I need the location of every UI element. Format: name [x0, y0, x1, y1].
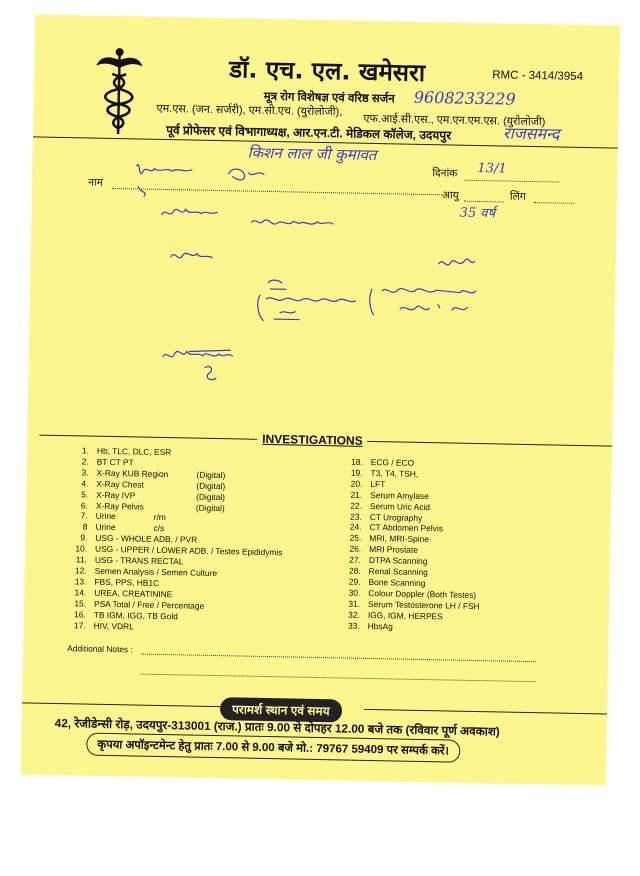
handwritten-age: 35 वर्ष [459, 205, 496, 222]
list-item: 18. ECG / ECO [351, 456, 415, 468]
doctor-degrees-1: एम.एस. (जन. सर्जरी), एम.सी.एच. (युरोलोजी), [156, 102, 343, 119]
list-item: 31. Serum Testosterone LH / FSH [348, 598, 480, 611]
list-item: 6. X-Ray Pelvis (Digital) [80, 499, 225, 513]
list-item: 12. Semen Analysis / Semen Culture [74, 565, 218, 579]
list-item: 29. Bone Scanning [348, 576, 426, 589]
prescription-sheet [21, 14, 620, 785]
age-label: आयु [441, 189, 459, 202]
list-item: 30. Colour Doppler (Both Testes) [348, 587, 477, 600]
appointment-info: कृपया अपॉइन्टमेन्ट हेतु प्रातः 7.00 से 9.00 बजे मो.: 79767 59409 पर सम्पर्क करें। [86, 733, 460, 763]
list-item: 27. DTPA Scanning [349, 554, 428, 567]
list-item: 8 Urine c/s [82, 521, 165, 534]
consult-label: परामर्श स्थान एवं समय [220, 697, 342, 722]
list-item: 21. Serum Amylase [350, 489, 429, 501]
list-item: 10. USG - UPPER / LOWER ADB. / Testes Epididymis [75, 543, 283, 558]
list-item: 16. TB IGM, IGG, TB Gold [74, 608, 179, 621]
list-item: 4. X-Ray Chest (Digital) [81, 478, 226, 491]
doctor-name: डॉ. एच. एल. खमेसरा [229, 55, 426, 87]
notes-line-2 [141, 674, 536, 683]
list-item: 23. CT Urography [350, 511, 423, 523]
list-item: 17. HIV, VDRL [73, 619, 134, 631]
clinic-address: 42, रेजीडेन्सी रोड़, उदयपुर-313001 (राज.) प्रातः 9.00 से दोपहर 12.00 बजे तक (रविवार पूर्ण अवकाश) [54, 715, 500, 739]
handwritten-patient-name: किशन लाल जी कुमावत [247, 143, 377, 165]
sex-label: लिंग [509, 190, 526, 203]
list-item: 1. Hb, TLC, DLC, ESR [81, 445, 172, 458]
investigations-divider-right [367, 441, 612, 447]
list-item: 9. USG - WHOLE ADB. / PVR [80, 532, 198, 545]
caduceus-logo [93, 46, 145, 137]
list-item: 25. MRI, MRI-Spine [349, 532, 430, 545]
handwritten-clinical-notes [118, 196, 542, 404]
list-item: 20. LFT [350, 478, 386, 490]
doctor-specialty: मूत्र रोग विशेषज्ञ एवं वरिष्ठ सर्जन [263, 90, 395, 106]
date-line [464, 180, 559, 183]
list-item: 26. MRI Prostate [349, 543, 419, 556]
investigations-list-right [342, 456, 483, 633]
list-item: 3. X-Ray KUB Region (Digital) [81, 467, 226, 480]
footer-divider-left [22, 702, 220, 707]
list-item: 22. Serum Uric Acid [350, 500, 431, 512]
list-item: 15. PSA Total / Free / Percentage [74, 598, 205, 611]
additional-notes-label: Additional Notes : [67, 643, 133, 655]
rmc-number: RMC - 3414/3954 [492, 69, 584, 83]
list-item: 19. T3, T4, TSH, [350, 467, 419, 479]
list-item: 24. CT Abdomen Pelvis [349, 522, 444, 534]
investigations-list-left [68, 445, 285, 634]
list-item: 33. HbsAg [347, 620, 393, 632]
date-label: दिनांक [432, 167, 458, 180]
list-item: 32. IGG, IGM, HERPES [348, 609, 443, 622]
investigations-title: INVESTIGATIONS [262, 431, 363, 448]
handwritten-date: 13/1 [477, 160, 507, 177]
handwritten-place: राजसमन्द [502, 123, 560, 144]
list-item: 13. FBS, PPS, HB1C [74, 576, 160, 588]
handwritten-phone: 9608233229 [413, 87, 516, 109]
investigations-divider-left [39, 435, 257, 440]
doctor-degrees-2: एफ.आई.सी.एस., एम.एन.एम.एस. (युरोलोजी) [363, 112, 546, 129]
name-label: नाम [88, 176, 104, 189]
list-item: 2. BT CT PT [81, 456, 134, 468]
notes-line-1 [141, 654, 536, 663]
footer-divider-right [364, 709, 607, 715]
list-item: 7. Urine r/m [80, 510, 166, 523]
list-item: 5. X-Ray IVP (Digital) [81, 489, 226, 502]
list-item: 28. Renal Scanning [348, 565, 428, 578]
doctor-position: पूर्व प्रोफेसर एवं विभागाध्यक्ष, आर.एन.टी. मेडिकल कॉलेज, उदयपुर [166, 122, 452, 143]
list-item: 11. USG - TRANS RECTAL [75, 554, 184, 567]
list-item: 14. UREA, CREATININE [74, 587, 173, 599]
